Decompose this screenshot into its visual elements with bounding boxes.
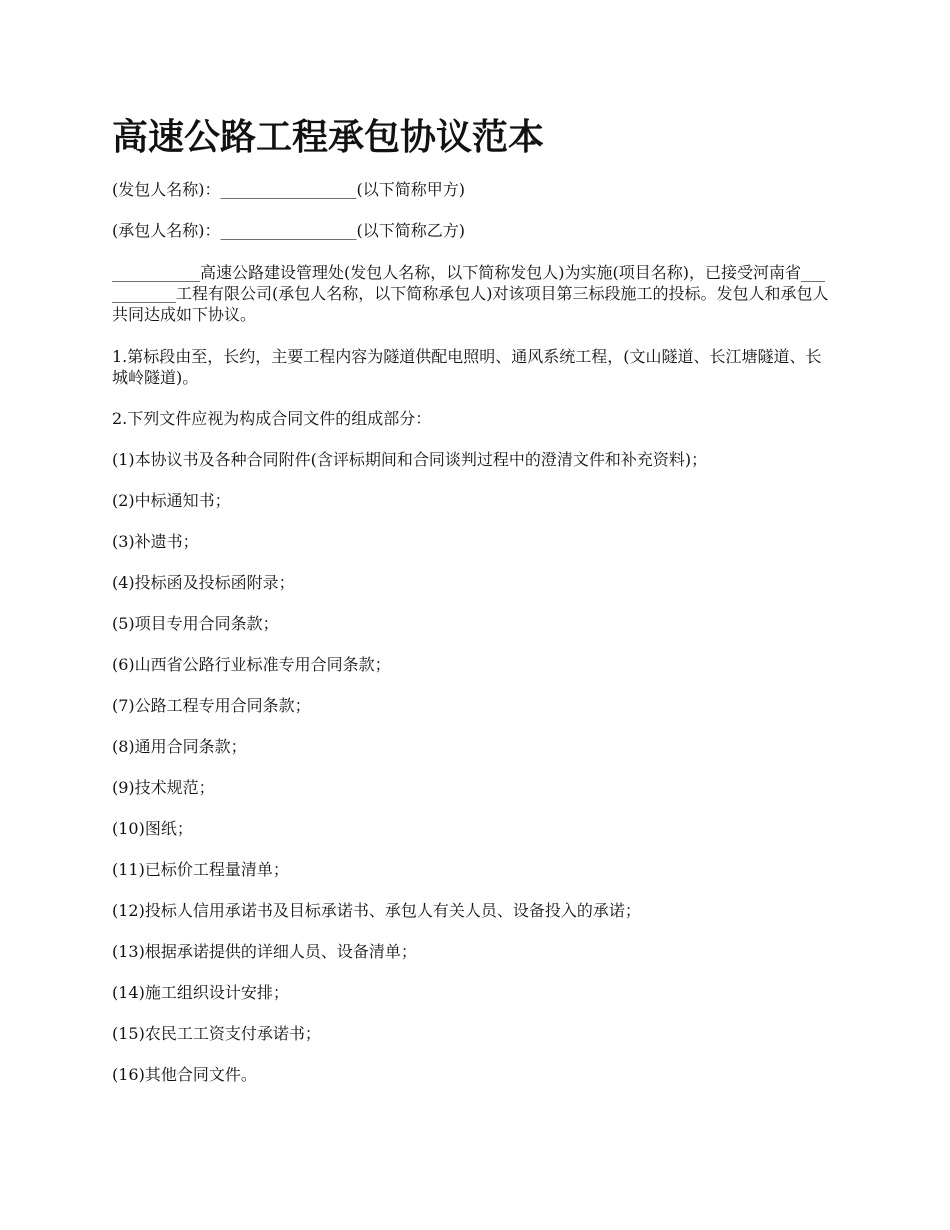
list-item: (3)补遗书； — [112, 532, 199, 551]
list-item: (7)公路工程专用合同条款； — [112, 696, 311, 715]
document-title: 高速公路工程承包协议范本 — [112, 116, 545, 158]
list-item: (8)通用合同条款； — [112, 737, 247, 756]
list-item: (15)农民工工资支付承诺书； — [112, 1024, 321, 1043]
clause-2-paragraph: 2.下列文件应视为构成合同文件的组成部分： — [112, 409, 432, 428]
party-a-line: (发包人名称)：_________________(以下简称甲方) — [112, 180, 465, 199]
list-item: (9)技术规范； — [112, 778, 215, 797]
list-item: (13)根据承诺提供的详细人员、设备清单； — [112, 942, 417, 961]
list-item: (12)投标人信用承诺书及目标承诺书、承包人有关人员、设备投入的承诺； — [112, 901, 641, 920]
list-item: (5)项目专用合同条款； — [112, 614, 279, 633]
list-item: (4)投标函及投标函附录； — [112, 573, 295, 592]
list-item: (14)施工组织设计安排； — [112, 983, 289, 1002]
clause-1-paragraph: 1.第标段由至，长约，主要工程内容为隧道供配电照明、通风系统工程，(文山隧道、长江塘隧道、长城岭隧道)。 — [112, 347, 822, 387]
list-item: (1)本协议书及各种合同附件(含评标期间和合同谈判过程中的澄清文件和补充资料)； — [112, 450, 708, 469]
list-item: (16)其他合同文件。 — [112, 1065, 257, 1084]
list-item: (11)已标价工程量清单； — [112, 860, 289, 879]
list-item: (10)图纸； — [112, 819, 193, 838]
preamble-paragraph: ___________高速公路建设管理处(发包人名称，以下简称发包人)为实施(项目名称)，已接受河南省___________工程有限公司(承包人名称，以下简称承包人)对该项目第三标段施工的投标。发包人和承包人共同达成如下协议。 — [112, 263, 829, 324]
list-item: (6)山西省公路行业标准专用合同条款； — [112, 655, 391, 674]
document-page — [112, 108, 832, 1106]
list-item: (2)中标通知书； — [112, 491, 231, 510]
party-b-line: (承包人名称)：_________________(以下简称乙方) — [112, 221, 465, 240]
